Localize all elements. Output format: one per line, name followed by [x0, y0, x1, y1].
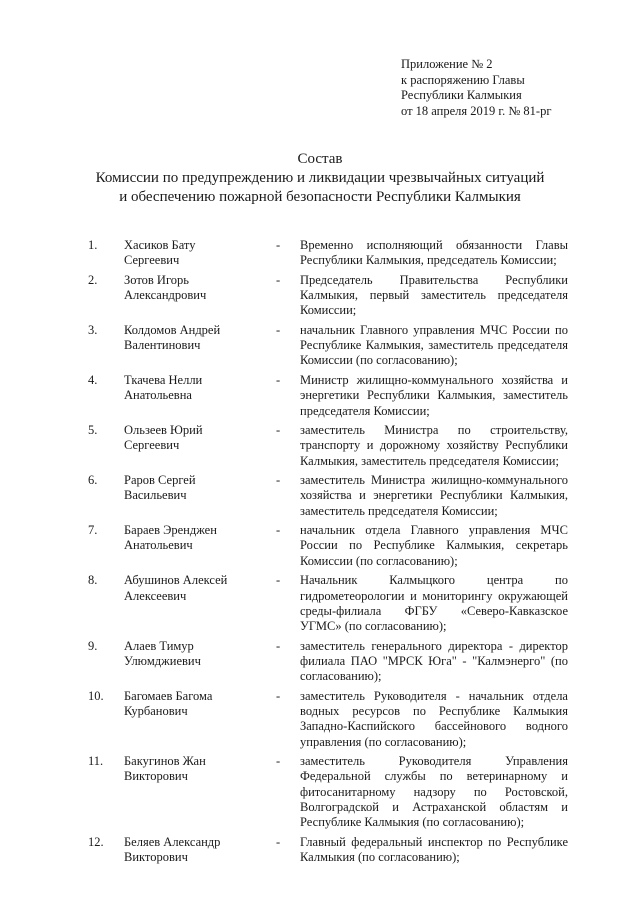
appendix-date: от 18 апреля 2019 г. № 81-рг: [401, 103, 552, 118]
member-number: 12.: [88, 834, 104, 849]
list-item: [88, 639, 580, 685]
member-name: Колдомов Андрей Валентинович: [124, 322, 221, 353]
member-dash: -: [276, 238, 281, 252]
member-position: Председатель Правительства Республики Калмыкия, первый заместитель председателя Комиссии;: [300, 272, 568, 318]
member-dash: -: [276, 834, 281, 849]
member-position: начальник отдела Главного управления МЧС России по Республике Калмыкия, секретарь Комиссии (по согласованию);: [300, 523, 568, 568]
list-item: [88, 754, 580, 830]
member-number: 11.: [88, 754, 104, 769]
member-name: Бараев Эренджен Анатольевич: [124, 523, 217, 553]
list-item: [88, 835, 580, 866]
list-item: [88, 573, 580, 634]
member-number: 3.: [88, 322, 98, 337]
member-number: 9.: [88, 638, 98, 653]
member-position: Начальник Калмыцкого центра по гидрометеорологии и мониторингу окружающей среды-филиала ФГБУ «Северо-Кавказское УГМС» (по согласованию);: [300, 573, 568, 634]
list-item: [88, 238, 580, 269]
member-position: Временно исполняющий обязанности Главы Республики Калмыкия, председатель Комиссии;: [300, 238, 568, 268]
member-number: 5.: [88, 423, 98, 438]
list-item: [88, 273, 580, 319]
member-position: заместитель Руководителя - начальник отдела водных ресурсов по Республике Калмыкия Западно-Каспийского бассейнового водного управления (по согласованию);: [300, 688, 568, 749]
member-dash: -: [276, 688, 281, 703]
member-number: 7.: [88, 523, 98, 538]
appendix-republic: Республики Калмыкия: [401, 88, 522, 102]
member-position: Министр жилищно-коммунального хозяйства и энергетики Республики Калмыкия, заместитель председателя Комиссии;: [300, 372, 568, 418]
title-heading: Состав: [297, 151, 343, 167]
list-item: [88, 323, 580, 369]
member-name: Алаев Тимур Улюмджиевич: [124, 638, 201, 668]
member-number: 4.: [88, 372, 98, 387]
member-dash: -: [276, 322, 281, 337]
member-position: заместитель генерального директора - директор филиала ПАО "МРСК Юга" - "Калмэнерго" (по согласованию);: [300, 638, 568, 684]
member-name: Хасиков Бату Сергеевич: [124, 238, 196, 268]
member-dash: -: [276, 423, 281, 438]
member-name: Бакугинов Жан Викторович: [124, 754, 206, 784]
member-name: Абушинов Алексей Алексеевич: [124, 573, 228, 603]
title-line-2: и обеспечению пожарной безопасности Республики Калмыкия: [119, 189, 521, 205]
member-name: Зотов Игорь Александрович: [124, 272, 207, 303]
list-item: [88, 373, 580, 419]
member-dash: -: [276, 473, 281, 488]
member-number: 8.: [88, 573, 98, 588]
member-name: Ользеев Юрий Сергеевич: [124, 423, 203, 453]
list-item: [88, 423, 580, 469]
member-dash: -: [276, 638, 281, 653]
document-title: [60, 150, 580, 207]
appendix-header: [401, 57, 621, 119]
member-position: заместитель Министра жилищно-коммунального хозяйства и энергетики Республики Калмыкия, заместитель председателя Комиссии;: [300, 473, 568, 518]
member-position: начальник Главного управления МЧС России по Республике Калмыкия, заместитель председателя Комиссии (по согласованию);: [300, 322, 568, 368]
member-dash: -: [276, 272, 281, 287]
member-number: 1.: [88, 238, 98, 252]
member-dash: -: [276, 523, 281, 538]
member-name: Беляев Александр Викторович: [124, 834, 221, 865]
member-position: заместитель Руководителя Управления Федеральной службы по ветеринарному и фитосанитарному надзору по Ростовской, Волгоградской и Астраханской областям и Республике Калмыкия (по согласованию);: [300, 754, 568, 830]
appendix-number: Приложение № 2: [401, 57, 493, 71]
member-number: 10.: [88, 688, 104, 703]
member-name: Ткачева Нелли Анатольевна: [124, 372, 203, 403]
member-position: заместитель Министра по строительству, транспорту и дорожному хозяйству Республики Калмыкия, заместитель председателя Комиссии;: [300, 423, 568, 468]
list-item: [88, 523, 580, 569]
member-dash: -: [276, 754, 281, 769]
member-dash: -: [276, 573, 281, 588]
title-line-1: Комиссии по предупреждению и ликвидации чрезвычайных ситуаций: [95, 170, 545, 186]
members-list: [88, 238, 580, 870]
member-position: Главный федеральный инспектор по Республике Калмыкия (по согласованию);: [300, 834, 568, 865]
member-number: 6.: [88, 473, 98, 488]
appendix-order-ref: к распоряжению Главы: [401, 72, 525, 87]
member-name: Багомаев Багома Курбанович: [124, 688, 213, 718]
member-dash: -: [276, 372, 281, 387]
list-item: [88, 473, 580, 519]
member-name: Раров Сергей Васильевич: [124, 473, 196, 503]
list-item: [88, 689, 580, 750]
member-number: 2.: [88, 272, 98, 287]
